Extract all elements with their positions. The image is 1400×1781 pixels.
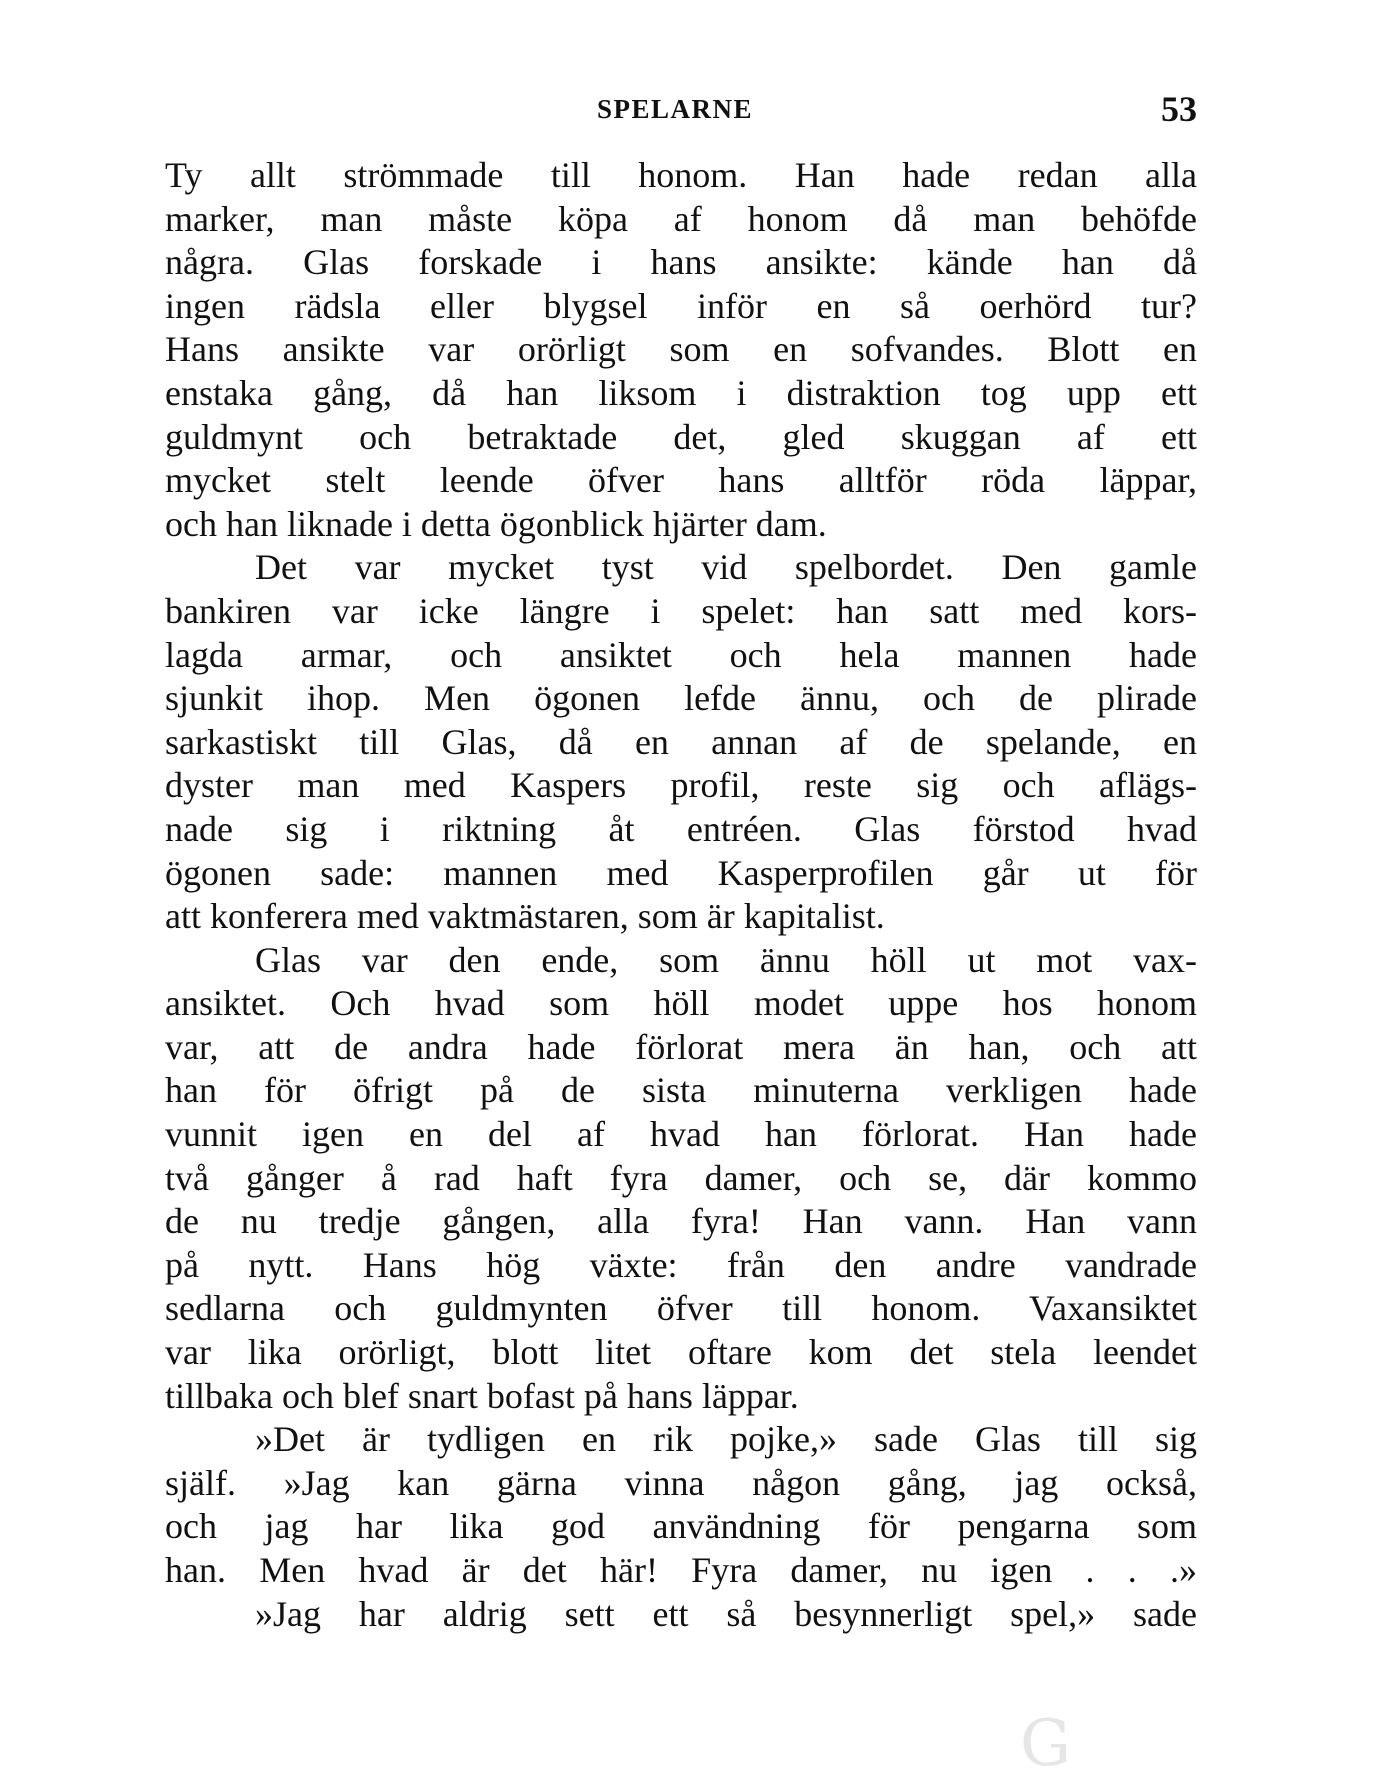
text-line: ingen rädsla eller blygsel inför en så oerhörd tur? — [165, 285, 1197, 326]
text-line: sarkastiskt till Glas, då en annan af de spelande, en — [165, 721, 1197, 762]
body-text — [165, 154, 1197, 1636]
text-line: på nytt. Hans hög växte: från den andre vandrade — [165, 1244, 1197, 1285]
text-line: han för öfrigt på de sista minuterna verkligen hade — [165, 1070, 1197, 1111]
text-line: och han liknade i detta ögonblick hjärter dam. — [165, 503, 827, 544]
text-line: och jag har lika god användning för pengarna som — [165, 1506, 1197, 1547]
text-line: han. Men hvad är det här! Fyra damer, nu igen . . .» — [165, 1550, 1197, 1590]
text-line: Glas var den ende, som ännu höll ut mot vax- — [255, 939, 1197, 980]
text-line: sjunkit ihop. Men ögonen lefde ännu, och de plirade — [165, 678, 1197, 719]
text-line: vunnit igen en del af hvad han förlorat. Han hade — [165, 1114, 1197, 1155]
page-header — [165, 88, 1197, 138]
text-line: guldmynt och betraktade det, gled skuggan af ett — [165, 416, 1197, 457]
text-line: nade sig i riktning åt entréen. Glas förstod hvad — [165, 808, 1197, 849]
book-page — [165, 88, 1197, 1636]
running-title: SPELARNE — [597, 94, 754, 124]
text-line: lagda armar, och ansiktet och hela mannen hade — [165, 634, 1197, 675]
text-line: några. Glas forskade i hans ansikte: kände han då — [165, 242, 1197, 283]
text-line: att konferera med vaktmästaren, som är kapitalist. — [165, 896, 885, 937]
text-line: marker, man måste köpa af honom då man behöfde — [165, 198, 1197, 239]
text-line: ansiktet. Och hvad som höll modet uppe hos honom — [165, 983, 1197, 1024]
text-line: bankiren var icke längre i spelet: han satt med kors- — [165, 590, 1197, 631]
text-line: »Jag har aldrig sett ett så besynnerligt spel,» sade — [255, 1593, 1197, 1634]
text-line: Ty allt strömmade till honom. Han hade redan alla — [165, 155, 1197, 195]
text-line: dyster man med Kaspers profil, reste sig och aflägs- — [165, 765, 1197, 806]
text-line: mycket stelt leende öfver hans alltför röda läppar, — [165, 460, 1197, 501]
text-line: Hans ansikte var orörligt som en sofvandes. Blott en — [165, 329, 1197, 370]
text-line: de nu tredje gången, alla fyra! Han vann. Han vann — [165, 1201, 1197, 1242]
page-number: 53 — [1161, 89, 1197, 129]
text-line: var, att de andra hade förlorat mera än han, och att — [165, 1026, 1197, 1067]
text-line: ögonen sade: mannen med Kasperprofilen går ut för — [165, 852, 1197, 893]
text-line: tillbaka och blef snart bofast på hans läppar. — [165, 1375, 799, 1416]
text-line: var lika orörligt, blott litet oftare kom det stela leendet — [165, 1332, 1197, 1373]
text-line: sedlarna och guldmynten öfver till honom. Vaxansiktet — [165, 1288, 1197, 1329]
scan-watermark: G — [1020, 1707, 1072, 1781]
text-line: »Det är tydligen en rik pojke,» sade Glas till sig — [255, 1419, 1197, 1460]
text-line: enstaka gång, då han liksom i distraktion tog upp ett — [165, 372, 1197, 413]
text-line: Det var mycket tyst vid spelbordet. Den gamle — [255, 547, 1197, 588]
text-line: två gånger å rad haft fyra damer, och se, där kommo — [165, 1157, 1197, 1198]
text-line: själf. »Jag kan gärna vinna någon gång, jag också, — [165, 1462, 1197, 1503]
